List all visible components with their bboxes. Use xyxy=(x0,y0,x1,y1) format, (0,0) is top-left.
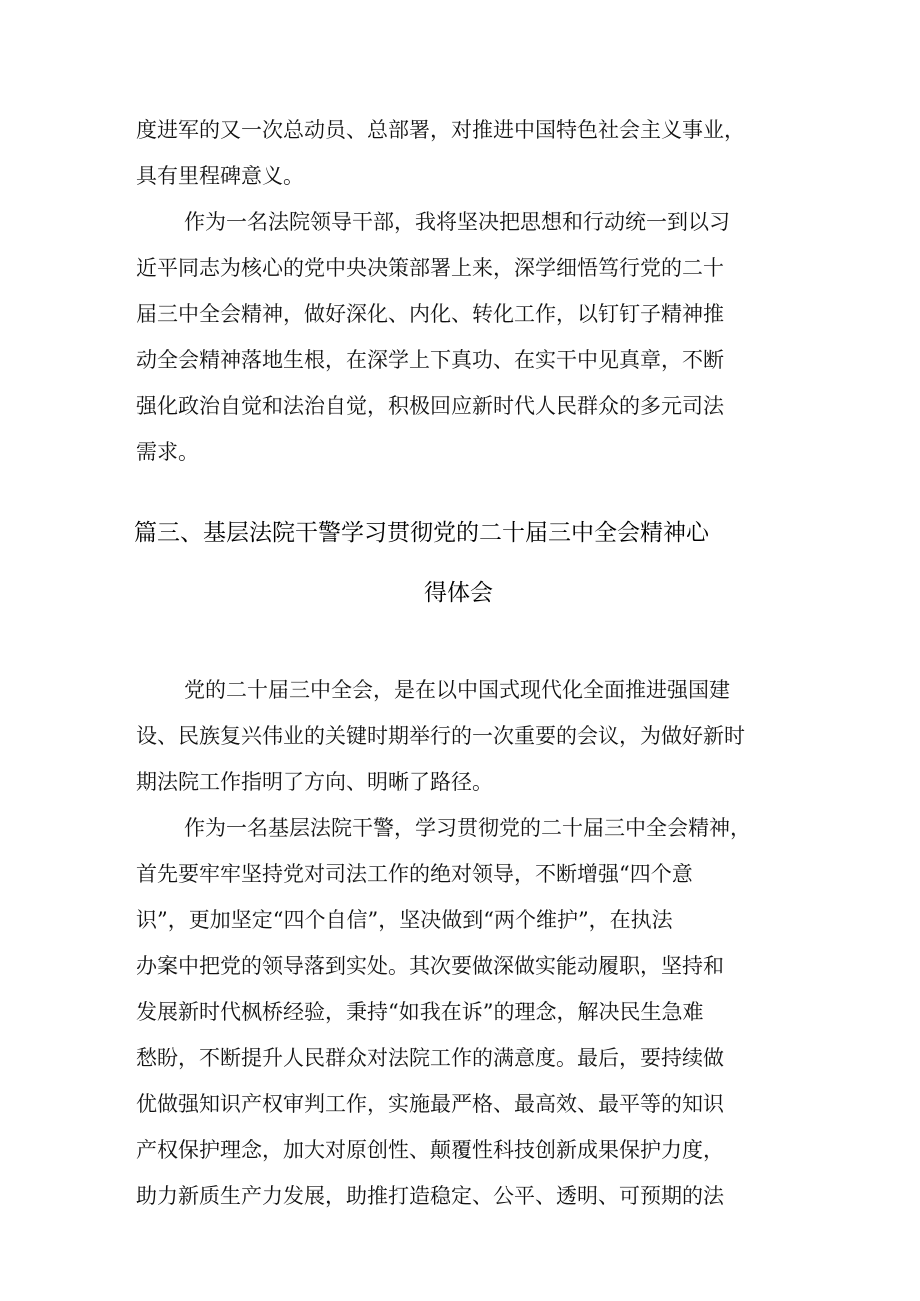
paragraph-line: 度进军的又一次总动员、总部署，对推进中国特色社会主义事业， xyxy=(136,118,745,142)
paragraph-line: 需求。 xyxy=(136,440,199,464)
paragraph-line: 党的二十届三中全会，是在以中国式现代化全面推进强国建 xyxy=(184,678,730,702)
paragraph-line: 产权保护理念，加大对原创性、颠覆性科技创新成果保护力度， xyxy=(136,1138,724,1162)
paragraph-line: 作为一名基层法院干警，学习贯彻党的二十届三中全会精神， xyxy=(184,816,751,840)
paragraph-line: 愁盼，不断提升人民群众对法院工作的满意度。最后，要持续做 xyxy=(136,1046,724,1070)
paragraph-line: 设、民族复兴伟业的关键时期举行的一次重要的会议，为做好新时 xyxy=(136,724,745,748)
section-heading-continued: 得体会 xyxy=(424,580,493,606)
paragraph-line: 动全会精神落地生根，在深学上下真功、在实干中见真章，不断 xyxy=(136,348,724,372)
paragraph-line: 具有里程碑意义。 xyxy=(136,164,304,188)
paragraph-line: 强化政治自觉和法治自觉，积极回应新时代人民群众的多元司法 xyxy=(136,394,724,418)
section-heading: 篇三、基层法院干警学习贯彻党的二十届三中全会精神心 xyxy=(134,520,709,546)
paragraph-line: 届三中全会精神，做好深化、内化、转化工作，以钉钉子精神推 xyxy=(136,302,724,326)
paragraph-line: 首先要牢牢坚持党对司法工作的绝对领导，不断增强“四个意 xyxy=(136,862,693,886)
paragraph-line: 发展新时代枫桥经验，秉持“如我在诉”的理念，解决民生急难 xyxy=(136,1000,704,1024)
paragraph-line: 办案中把党的领导落到实处。其次要做深做实能动履职，坚持和 xyxy=(136,954,724,978)
paragraph-line: 作为一名法院领导干部，我将坚决把思想和行动统一到以习 xyxy=(184,210,730,234)
paragraph-line: 助力新质生产力发展，助推打造稳定、公平、透明、可预期的法 xyxy=(136,1184,724,1208)
paragraph-line: 期法院工作指明了方向、明晰了路径。 xyxy=(136,770,493,794)
paragraph-line: 识”，更加坚定“四个自信”，坚决做到“两个维护”，在执法 xyxy=(136,908,673,932)
paragraph-line: 近平同志为核心的党中央决策部署上来，深学细悟笃行党的二十 xyxy=(136,256,724,280)
paragraph-line: 优做强知识产权审判工作，实施最严格、最高效、最平等的知识 xyxy=(136,1092,724,1116)
